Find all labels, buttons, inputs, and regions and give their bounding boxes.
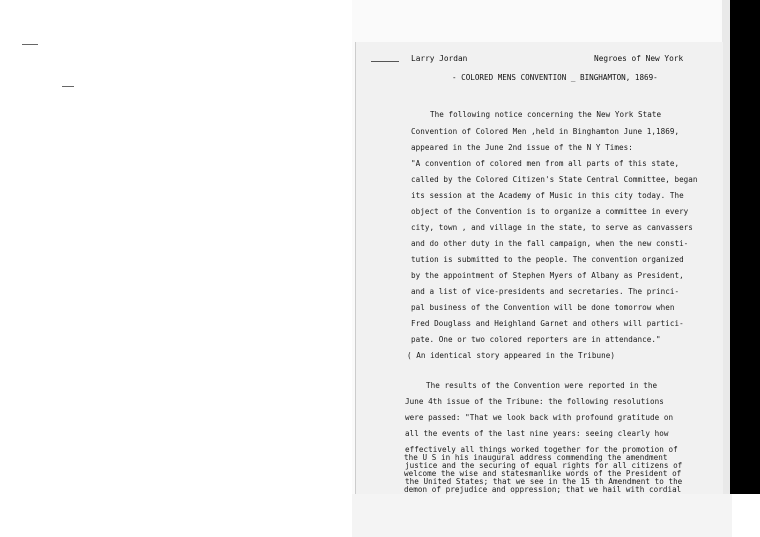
text-line: object of the Convention is to organize a committee in every bbox=[411, 207, 689, 216]
text-line: welcome the wise and statesmanlike words of the President of bbox=[404, 469, 682, 478]
text-line: pal business of the Convention will be done tomorrow when bbox=[411, 303, 675, 312]
text-line: The results of the Convention were reported in the bbox=[426, 381, 658, 390]
text-line: demon of prejudice and oppression; that we hail with cordial bbox=[404, 485, 682, 494]
scan-mark bbox=[62, 86, 74, 87]
text-line: Convention of Colored Men ,held in Binghamton June 1,1869, bbox=[411, 127, 680, 136]
scan-mark bbox=[22, 44, 38, 45]
text-line: appeared in the June 2nd issue of the N Y Times: bbox=[411, 143, 633, 152]
text-line: tution is submitted to the people. The convention organized bbox=[411, 255, 684, 264]
scan-border bbox=[730, 0, 760, 537]
author-name: Larry Jordan bbox=[411, 54, 468, 63]
text-line: pate. One or two colored reporters are in attendance." bbox=[411, 335, 661, 344]
text-line: effectively all things worked together for the promotion of bbox=[405, 445, 678, 454]
text-line: ( An identical story appeared in the Tribune) bbox=[407, 351, 615, 360]
header-dash bbox=[371, 61, 399, 62]
text-line: its session at the Academy of Music in this city today. The bbox=[411, 191, 684, 200]
text-line: called by the Colored Citizen's State Central Committee, began bbox=[411, 175, 698, 184]
text-line: Fred Douglass and Heighland Garnet and others will partici- bbox=[411, 319, 684, 328]
text-line: and do other duty in the fall campaign, when the new consti- bbox=[411, 239, 689, 248]
bottom-left bbox=[0, 494, 352, 537]
text-line: "A convention of colored men from all parts of this state, bbox=[411, 159, 680, 168]
text-line: the United States; that we see in the 15 th Amendment to the bbox=[405, 477, 683, 486]
text-line: city, town , and village in the state, to serve as canvassers bbox=[411, 223, 693, 232]
document-subtitle: - COLORED MENS CONVENTION _ BINGHAMTON, 1869- bbox=[452, 73, 658, 82]
left-blank-page bbox=[0, 0, 352, 537]
text-line: The following notice concerning the New York State bbox=[430, 110, 662, 119]
text-line: and a list of vice-presidents and secretaries. The princi- bbox=[411, 287, 680, 296]
text-line: were passed: "That we look back with profound gratitude on bbox=[405, 413, 674, 422]
typed-document-page bbox=[355, 42, 723, 494]
text-line: the U S in his inaugural address commending the amendment bbox=[404, 453, 668, 462]
text-line: June 4th issue of the Tribune: the following resolutions bbox=[405, 397, 664, 406]
page-edge bbox=[722, 0, 730, 537]
text-line: by the appointment of Stephen Myers of Albany as President, bbox=[411, 271, 684, 280]
text-line: justice and the securing of equal rights for all citizens of bbox=[405, 461, 683, 470]
text-line: all the events of the last nine years: seeing clearly how bbox=[405, 429, 669, 438]
collection-title: Negroes of New York bbox=[594, 54, 684, 63]
